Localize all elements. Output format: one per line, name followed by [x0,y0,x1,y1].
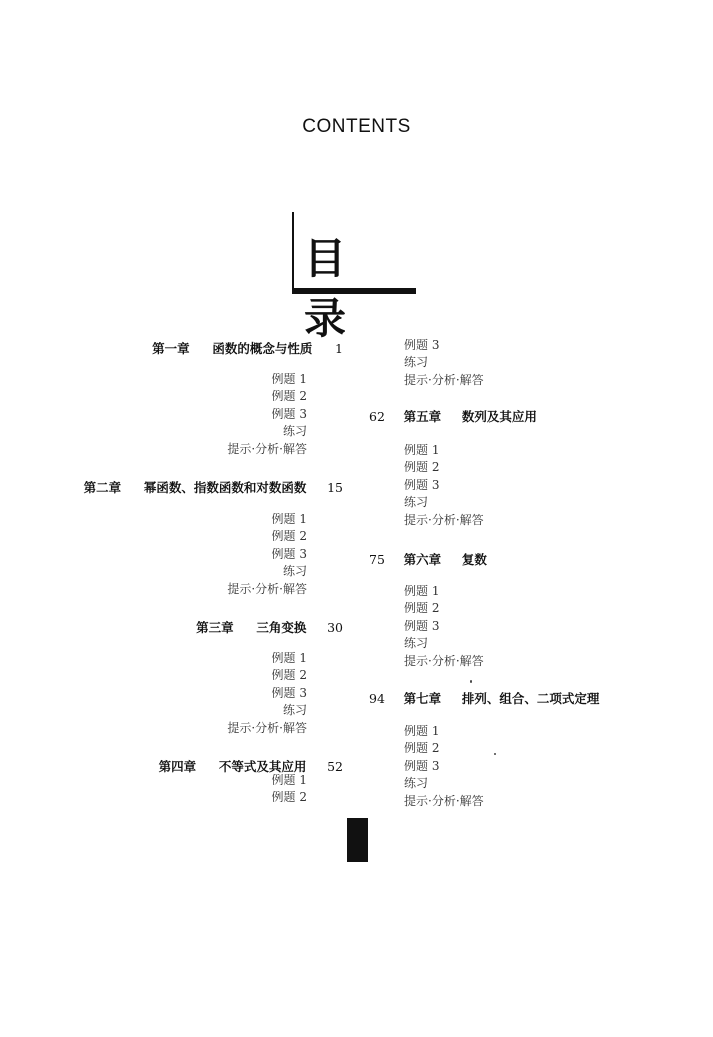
chapter-7-entry[interactable] [369,689,599,707]
page-edge-tab [347,818,368,862]
list-item[interactable]: 例题 2 [271,529,307,544]
chapter-5-subitems [404,442,484,529]
chapter-6-subitems [404,583,484,670]
list-item[interactable]: 例题 1 [271,512,307,526]
list-item[interactable]: 提示·分析·解答 [404,793,484,808]
list-item[interactable]: 例题 3 [271,685,307,700]
chapter-5-page: 62 [369,409,385,424]
chapter-4-subitems-continued [404,337,484,389]
chapter-4-page: 52 [327,759,343,774]
list-item[interactable]: 例题 2 [271,389,307,404]
chapter-6-label: 第六章 [403,552,442,567]
chapter-7-title: 排列、组合、二项式定理 [461,691,600,706]
list-item[interactable]: 练习 [282,564,307,579]
chapter-5-title: 数列及其应用 [461,409,537,424]
list-item[interactable]: 例题 3 [404,477,440,492]
chapter-5-entry[interactable] [369,407,537,425]
list-item[interactable]: 例题 2 [271,668,307,683]
list-item[interactable]: 例题 1 [404,584,440,598]
chapter-2-label: 第二章 [83,480,122,495]
chapter-2-subitems [227,511,307,598]
list-item[interactable]: 例题 1 [404,724,440,738]
chapter-1-title: 函数的概念与性质 [212,341,313,356]
list-item[interactable]: 提示·分析·解答 [227,720,307,735]
chapter-1-page: 1 [335,341,343,356]
chapter-1-subitems [227,371,307,458]
chapter-7-page: 94 [369,691,385,706]
chapter-3-page: 30 [327,620,343,635]
chapter-4-entry[interactable] [159,757,343,775]
chapter-6-entry[interactable] [369,550,487,568]
list-item[interactable]: 练习 [404,636,429,651]
chapter-2-title: 幂函数、指数函数和对数函数 [143,480,307,495]
chapter-2-entry[interactable] [84,478,343,496]
list-item[interactable]: 例题 1 [271,651,307,665]
page-title: 目 录 [304,234,359,343]
chapter-2-page: 15 [327,480,343,495]
list-item[interactable]: 例题 2 [404,601,440,616]
chapter-6-title: 复数 [461,552,487,567]
chapter-3-label: 第三章 [196,620,234,635]
list-item[interactable]: 例题 1 [271,372,307,386]
list-item[interactable]: 提示·分析·解答 [404,372,484,387]
chapter-3-title: 三角变换 [256,620,307,635]
list-item[interactable]: 练习 [404,355,429,370]
list-item[interactable]: 提示·分析·解答 [404,512,484,527]
chapter-3-subitems [227,650,307,737]
chapter-1-label: 第一章 [152,341,190,356]
chapter-6-page: 75 [369,552,385,567]
list-item[interactable]: 练习 [282,424,307,439]
chapter-4-title: 不等式及其应用 [218,759,307,774]
chapter-4-label: 第四章 [158,759,197,774]
chapter-7-subitems [404,723,484,810]
list-item[interactable]: 例题 3 [404,338,440,352]
title-underline [292,288,416,294]
list-item[interactable]: 例题 3 [404,758,440,773]
chapter-3-entry[interactable] [196,618,343,636]
scan-speck [494,753,496,755]
chapter-5-label: 第五章 [403,409,442,424]
list-item[interactable]: 练习 [282,703,307,718]
title-vertical-rule [292,212,294,292]
chapter-4-subitems [272,772,307,807]
title-block [292,212,416,343]
contents-heading: CONTENTS [302,116,411,137]
list-item[interactable]: 例题 3 [404,618,440,633]
list-item[interactable]: 练习 [404,776,429,791]
list-item[interactable]: 练习 [404,495,429,510]
list-item[interactable]: 例题 1 [404,443,440,457]
chapter-7-label: 第七章 [403,691,442,706]
list-item[interactable]: 例题 2 [271,790,307,805]
list-item[interactable]: 提示·分析·解答 [227,581,307,596]
list-item[interactable]: 例题 2 [404,741,440,756]
list-item[interactable]: 提示·分析·解答 [227,441,307,456]
list-item[interactable]: 例题 1 [271,773,307,787]
scan-speck [470,680,472,683]
list-item[interactable]: 例题 2 [404,460,440,475]
list-item[interactable]: 例题 3 [271,546,307,561]
chapter-1-entry[interactable] [152,339,343,357]
list-item[interactable]: 提示·分析·解答 [404,653,484,668]
list-item[interactable]: 例题 3 [271,406,307,421]
